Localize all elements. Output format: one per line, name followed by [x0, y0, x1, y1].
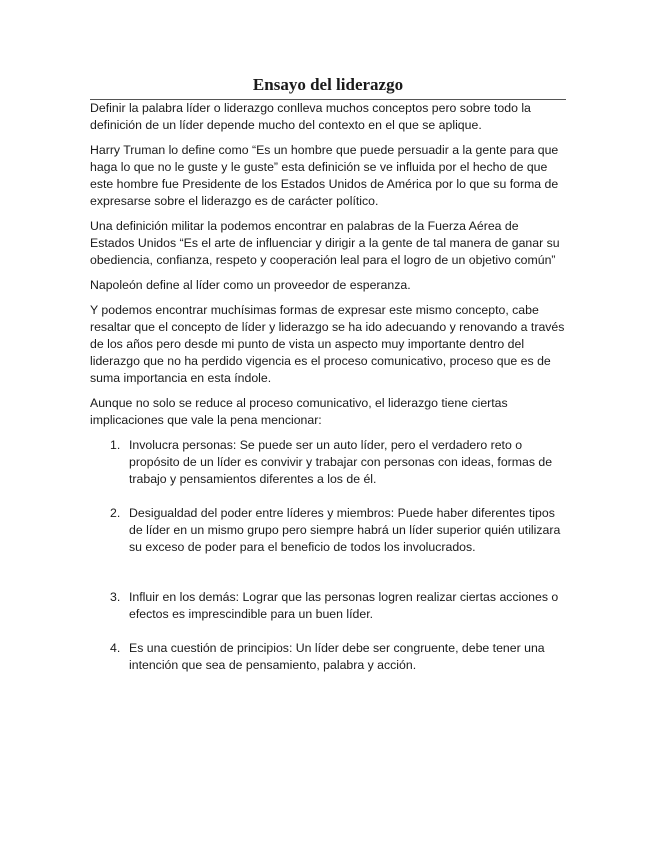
paragraph-implications: Aunque no solo se reduce al proceso comunicativo, el liderazgo tiene ciertas implicaciones que vale la pena mencionar:: [90, 396, 508, 427]
list-item-number: 2.: [110, 506, 121, 520]
list-item-number: 1.: [110, 438, 121, 452]
list-item-text: Involucra personas: Se puede ser un auto líder, pero el verdadero reto o propósito de un líder es convivir y trabajar con personas con ideas, formas de trabajo y pensamientos diferentes a los de él.: [129, 438, 553, 486]
document-body: [90, 100, 566, 674]
list-item: [90, 640, 566, 674]
document-page: [90, 74, 566, 674]
implications-list: [90, 437, 566, 674]
list-item-number: 3.: [110, 590, 121, 604]
paragraph-truman: Harry Truman lo define como “Es un hombre que puede persuadir a la gente para que haga lo que no le guste y le guste” esta definición se ve influida por el hecho de que este hombre fue Presidente de los Estados Unidos de América por lo que su forma de expresarse sobre el liderazgo es de carácter político.: [90, 143, 559, 208]
list-item-text: Influir en los demás: Lograr que las personas logren realizar ciertas acciones o efectos es imprescindible para un buen líder.: [129, 590, 559, 621]
paragraph-intro: Definir la palabra líder o liderazgo conlleva muchos conceptos pero sobre todo la definición de un líder depende mucho del contexto en el que se aplique.: [90, 101, 531, 132]
list-item-text: Desigualdad del poder entre líderes y miembros: Puede haber diferentes tipos de líder en un mismo grupo pero siempre habrá un líder superior quién utilizara su exceso de poder para el beneficio de todos los involucrados.: [129, 506, 561, 554]
list-item: [90, 505, 566, 556]
list-item-text: Es una cuestión de principios: Un líder debe ser congruente, debe tener una intención que sea de pensamiento, palabra y acción.: [129, 641, 545, 672]
paragraph-napoleon: Napoleón define al líder como un proveedor de esperanza.: [90, 278, 411, 292]
paragraph-military: Una definición militar la podemos encontrar en palabras de la Fuerza Aérea de Estados Unidos “Es el arte de influenciar y dirigir a la gente de tal manera de ganar su obediencia, confianza, respeto y cooperación leal para el logro de un objetivo común”: [90, 219, 560, 267]
list-item-number: 4.: [110, 641, 121, 655]
list-item: [90, 589, 566, 623]
paragraph-communication: Y podemos encontrar muchísimas formas de expresar este mismo concepto, cabe resaltar que el concepto de líder y liderazgo se ha ido adecuando y renovando a través de los años pero desde mi punto de vista un aspecto muy importante dentro del liderazgo que no ha perdido vigencia es el proceso comunicativo, proceso que es de suma importancia en esta índole.: [90, 303, 565, 385]
document-title: Ensayo del liderazgo: [90, 74, 566, 100]
list-item: [90, 437, 566, 488]
